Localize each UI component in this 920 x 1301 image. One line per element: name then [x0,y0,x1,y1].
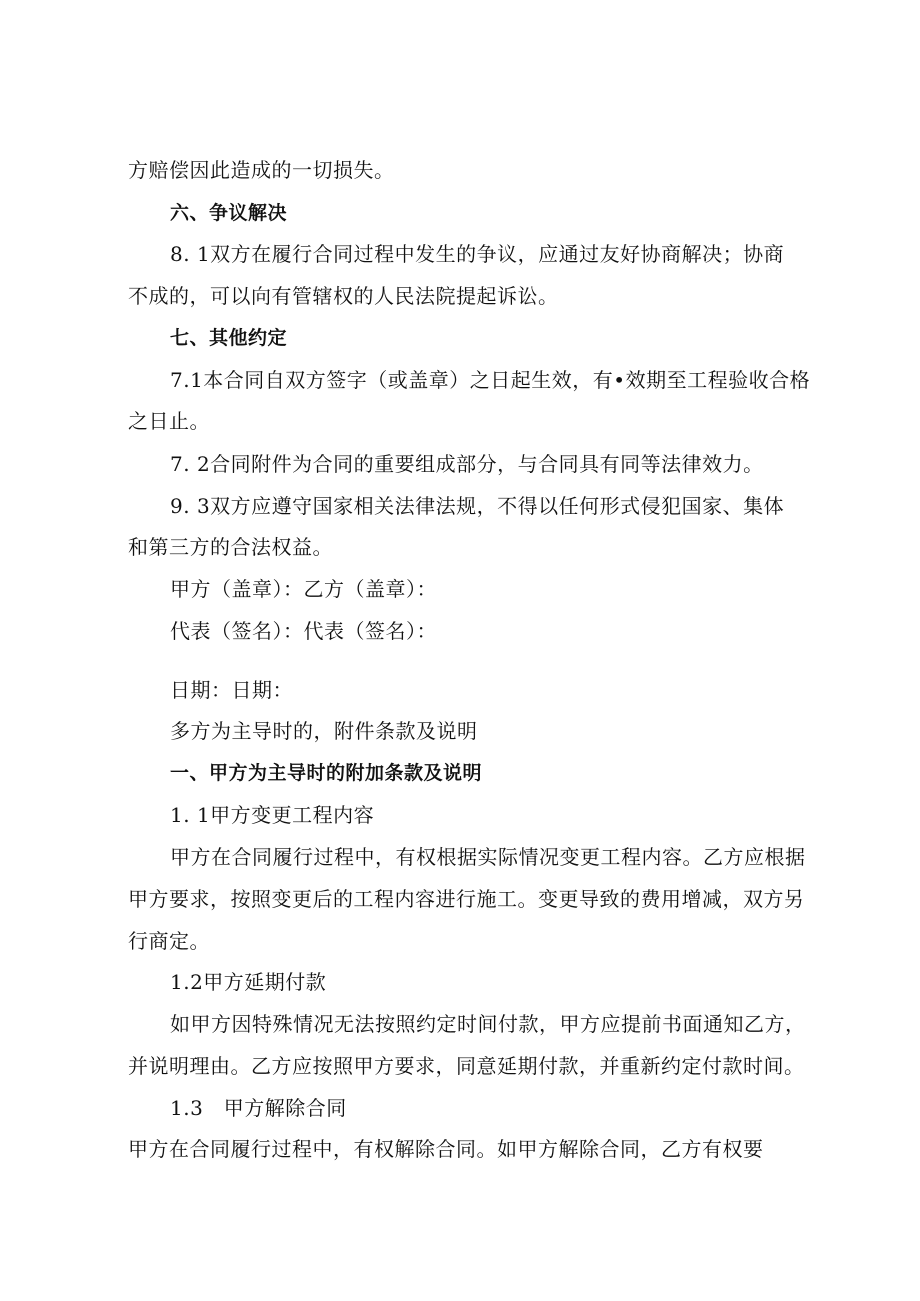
appendix-title: 多方为主导时的，附件条款及说明 [170,719,478,743]
clause-subheading: 1.3 甲方解除合同 [170,1096,347,1120]
clause-text: 如甲方因特殊情况无法按照约定时间付款，甲方应提前书面通知乙方， [170,1012,806,1036]
signature-party-line: 甲方（盖章）：乙方（盖章）： [170,577,437,601]
clause-subheading: 1. 1甲方变更工程内容 [170,803,375,827]
clause-text: 甲方要求，按照变更后的工程内容进行施工。变更导致的费用增减，双方另 [128,887,805,911]
clause-text: 行商定。 [128,929,210,953]
section-heading-other: 七、其他约定 [170,327,288,349]
clause-subheading: 1.2甲方延期付款 [170,970,327,994]
clause-text: 9. 3双方应遵守国家相关法律法规，不得以任何形式侵犯国家、集体 [170,494,785,518]
clause-text: 不成的，可以向有管辖权的人民法院提起诉讼。 [128,284,559,308]
signature-date-line: 日期：日期： [170,678,293,702]
appendix-section-heading: 一、甲方为主导时的附加条款及说明 [170,762,483,784]
clause-text: 甲方在合同履行过程中，有权根据实际情况变更工程内容。乙方应根据 [170,845,806,869]
clause-text: 7.1本合同自双方签字（或盖章）之日起生效，有•效期至工程验收合格 [170,368,811,392]
section-heading-dispute: 六、争议解决 [170,202,288,224]
clause-text: 并说明理由。乙方应按照甲方要求，同意延期付款，并重新约定付款时间。 [128,1054,805,1078]
clause-text: 8. 1双方在履行合同过程中发生的争议，应通过友好协商解决；协商 [170,242,785,266]
clause-text: 之日止。 [128,409,210,433]
clause-text: 7. 2合同附件为合同的重要组成部分，与合同具有同等法律效力。 [170,452,764,476]
clause-text: 甲方在合同履行过程中，有权解除合同。如甲方解除合同，乙方有权要 [128,1137,764,1161]
signature-representative-line: 代表（签名）：代表（签名）： [170,619,437,643]
clause-text: 和第三方的合法权益。 [128,535,333,559]
paragraph-continuation: 方赔偿因此造成的一切损失。 [128,158,395,182]
